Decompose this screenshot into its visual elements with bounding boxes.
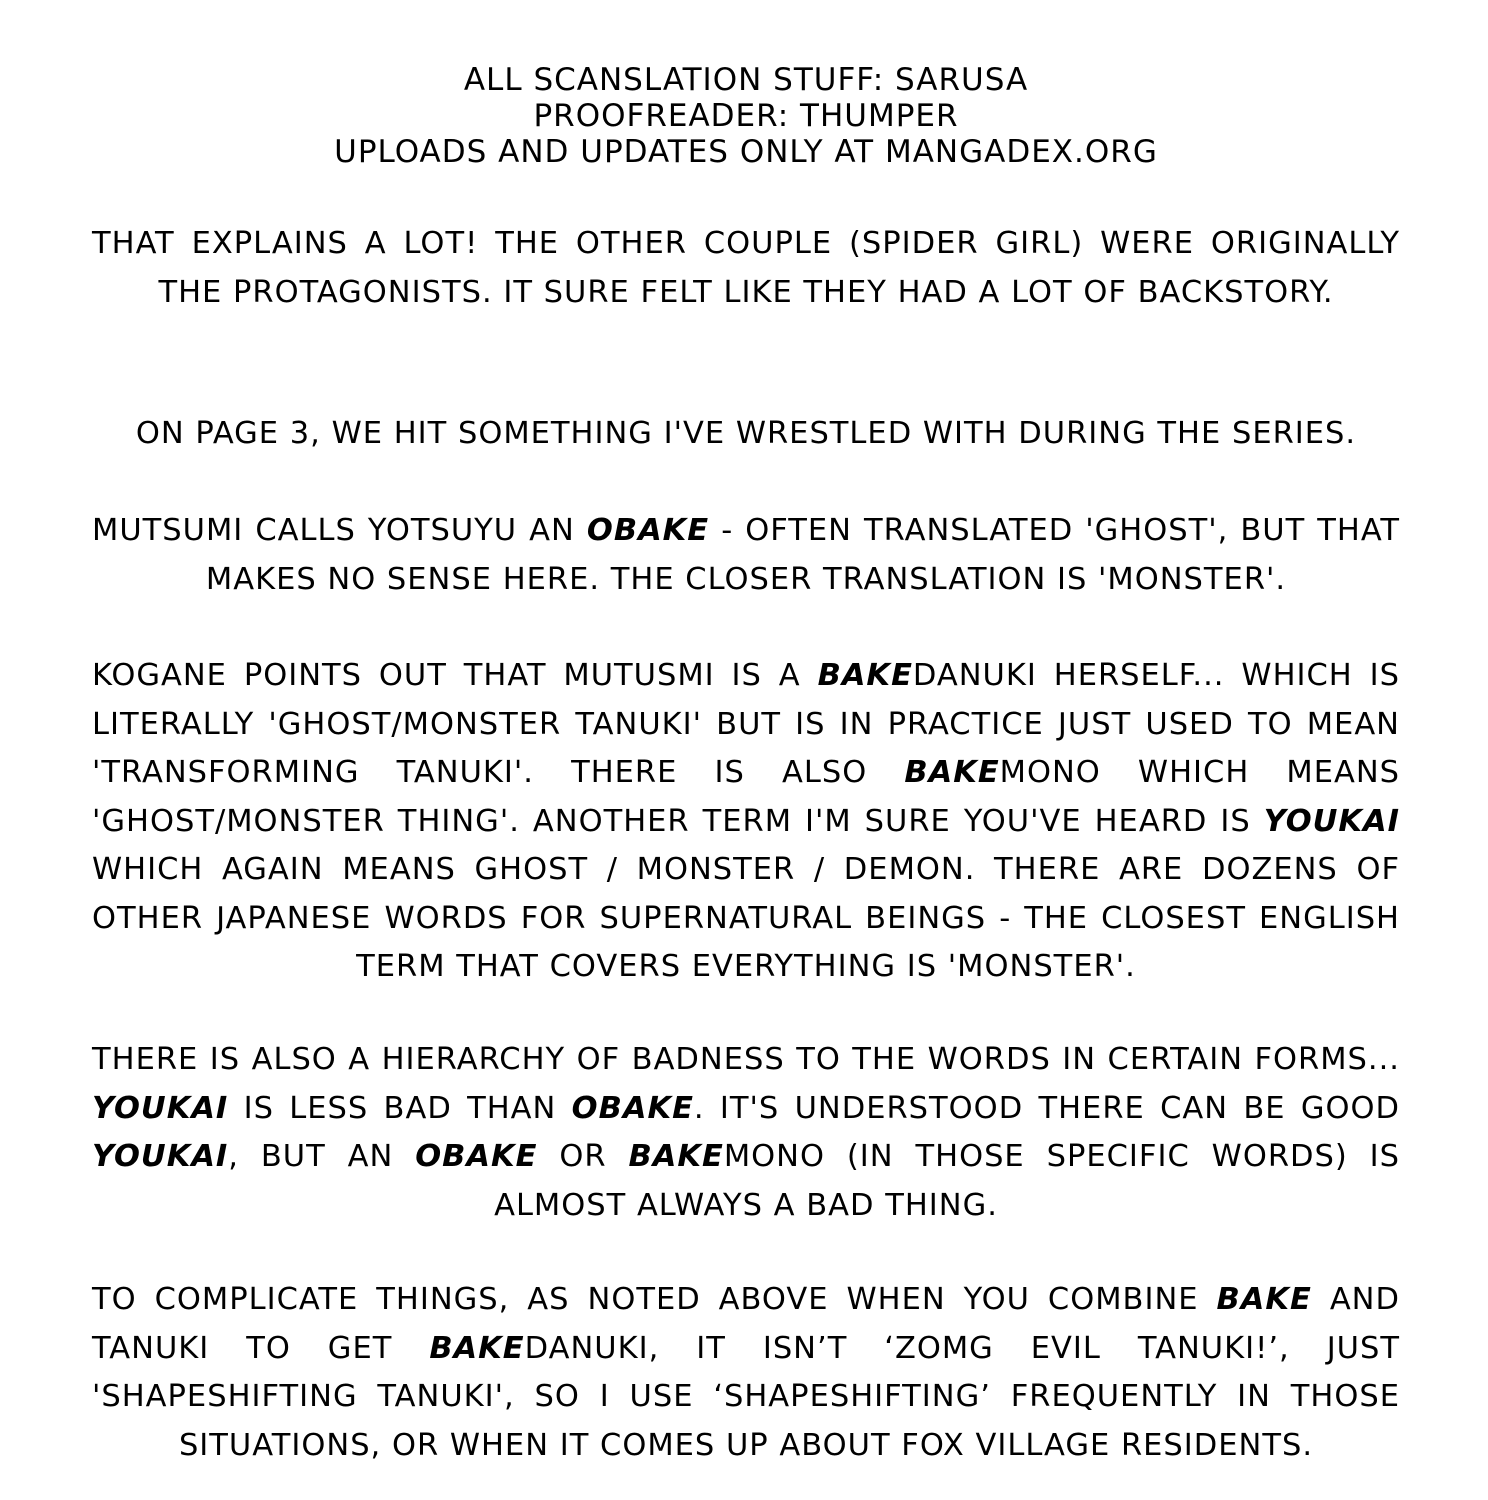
emphasis-term: BAKE (429, 1330, 525, 1366)
text-run: MONO (IN THOSE SPECIFIC WORDS) IS ALMOST ALWAYS A BAD THING. (494, 1139, 1401, 1223)
emphasis-term: YOUKAI (1263, 803, 1400, 839)
emphasis-term: OBAKE (586, 513, 710, 548)
text-run: WHICH AGAIN MEANS GHOST / MONSTER / DEMON. THERE ARE DOZENS OF OTHER JAPANESE WORDS FOR SUPERNATURAL BEINGS - THE CLOSEST ENGLISH TERM THAT COVERS EVERYTHING IS 'MONSTER'. (92, 852, 1400, 984)
note-paragraph-protagonists: THAT EXPLAINS A LOT! THE OTHER COUPLE (SPIDER GIRL) WERE ORIGINALLY THE PROTAGONISTS. IT SURE FELT LIKE THEY HAD A LOT OF BACKSTORY. (92, 226, 1400, 310)
emphasis-term: BAKE (817, 658, 913, 693)
credits-proofreader: PROOFREADER: THUMPER (533, 98, 959, 134)
credits-uploads: UPLOADS AND UPDATES ONLY AT MANGADEX.ORG (334, 134, 1158, 170)
text-run: MONO WHICH MEANS 'GHOST/MONSTER THING'. ANOTHER TERM I'M SURE YOU'VE HEARD IS (92, 755, 1400, 839)
emphasis-term: OBAKE (415, 1139, 538, 1174)
emphasis-term: OBAKE (571, 1090, 694, 1126)
text-run: THERE IS ALSO A HIERARCHY OF BADNESS TO THE WORDS IN CERTAIN FORMS... (92, 1042, 1400, 1077)
text-run: TO COMPLICATE THINGS, AS NOTED ABOVE WHEN YOU COMBINE (92, 1282, 1217, 1317)
note-paragraph-hierarchy (92, 1036, 1400, 1230)
text-run: , BUT AN (228, 1139, 416, 1174)
note-paragraph-bakedanuki (92, 652, 1400, 992)
emphasis-term: BAKE (1216, 1282, 1312, 1317)
emphasis-term: BAKE (904, 755, 1000, 790)
text-run: IS LESS BAD THAN (228, 1090, 572, 1126)
credits-block (92, 62, 1400, 170)
emphasis-term: YOUKAI (92, 1139, 229, 1174)
note-paragraph-shapeshifting (92, 1276, 1400, 1470)
text-run: . IT'S UNDERSTOOD THERE CAN BE GOOD (693, 1090, 1400, 1126)
text-run: AND TANUKI TO GET (92, 1282, 1400, 1366)
emphasis-term: YOUKAI (92, 1090, 229, 1126)
credits-scanslation: ALL SCANSLATION STUFF: SARUSA (463, 62, 1029, 98)
text-run: - OFTEN TRANSLATED 'GHOST', BUT THAT MAKES NO SENSE HERE. THE CLOSER TRANSLATION IS 'MONSTER'. (205, 513, 1400, 597)
text-run: KOGANE POINTS OUT THAT MUTUSMI IS A (92, 658, 818, 693)
text-run: OR (537, 1139, 629, 1174)
translator-notes-page (92, 62, 1401, 1463)
text-run: MUTSUMI CALLS YOTSUYU AN (92, 513, 587, 548)
note-paragraph-page3: ON PAGE 3, WE HIT SOMETHING I'VE WRESTLED WITH DURING THE SERIES. (135, 416, 1357, 451)
emphasis-term: BAKE (628, 1139, 724, 1174)
text-run: DANUKI, IT ISN’T ‘ZOMG EVIL TANUKI!’, JUST 'SHAPESHIFTING TANUKI', SO I USE ‘SHAPESHIFTING’ FREQUENTLY IN THOSE SITUATIONS, OR WHEN IT COMES UP ABOUT FOX VILLAGE RESIDENTS. (92, 1330, 1400, 1463)
note-paragraph-obake (92, 507, 1400, 604)
text-run: DANUKI HERSELF... WHICH IS LITERALLY 'GHOST/MONSTER TANUKI' BUT IS IN PRACTICE JUST USED TO MEAN 'TRANSFORMING TANUKI'. THERE IS ALSO (92, 658, 1400, 790)
